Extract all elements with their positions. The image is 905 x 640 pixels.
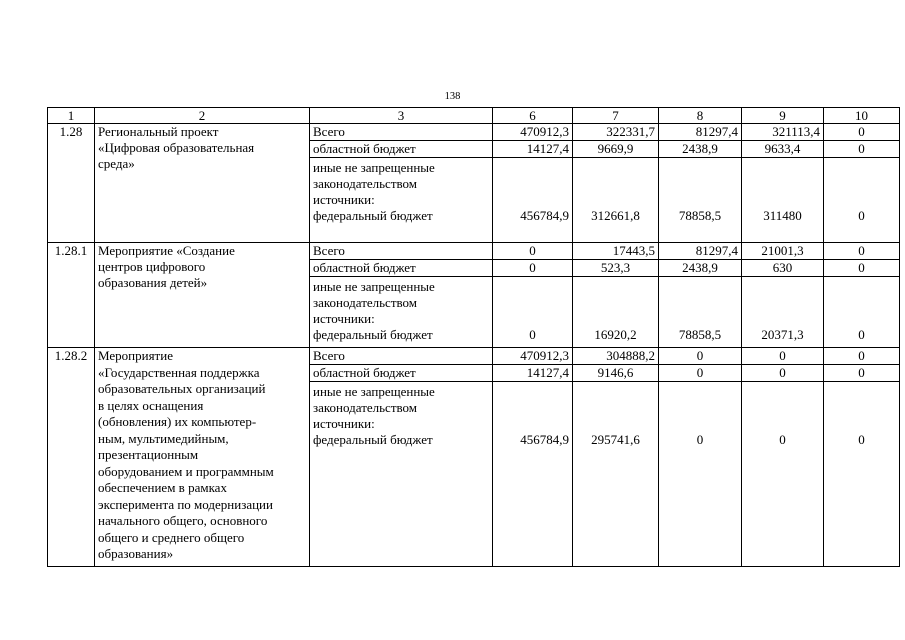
table-row (48, 243, 900, 260)
header-cell: 6 (493, 108, 573, 124)
value-cell: 311480 (742, 158, 824, 243)
header-cell: 7 (573, 108, 659, 124)
value-cell: 16920,2 (573, 277, 659, 348)
header-row (48, 108, 900, 124)
value-cell: 2438,9 (659, 260, 742, 277)
item-name: Мероприятие «Создание центров цифрового образования детей» (95, 243, 310, 348)
source-cell: областной бюджет (310, 260, 493, 277)
value-cell: 20371,3 (742, 277, 824, 348)
value-cell: 0 (824, 277, 900, 348)
value-cell: 0 (824, 158, 900, 243)
value-cell: 312661,8 (573, 158, 659, 243)
source-cell: иные не запрещенные законодательством источники: федеральный бюджет (310, 382, 493, 567)
page-number: 138 (444, 91, 461, 102)
header-cell: 8 (659, 108, 742, 124)
value-cell: 321113,4 (742, 124, 824, 141)
item-code: 1.28.2 (48, 348, 95, 567)
value-cell: 0 (824, 365, 900, 382)
item-code: 1.28 (48, 124, 95, 243)
table-row (48, 124, 900, 141)
value-cell: 322331,7 (573, 124, 659, 141)
value-cell: 295741,6 (573, 382, 659, 567)
value-cell: 0 (659, 365, 742, 382)
value-cell: 0 (824, 243, 900, 260)
header-cell: 1 (48, 108, 95, 124)
value-cell: 470912,3 (493, 348, 573, 365)
item-name: Мероприятие «Государственная поддержка образовательных организаций в целях оснащения (обновления) их компьютер- ным, мультимедийным, презентационным оборудованием и программным обеспечением в рамках эксперимента по модернизации начального общего, основного общего и среднего общего образования» (95, 348, 310, 567)
source-cell: Всего (310, 124, 493, 141)
value-cell: 81297,4 (659, 243, 742, 260)
value-cell: 0 (742, 382, 824, 567)
value-cell: 14127,4 (493, 365, 573, 382)
value-cell: 523,3 (573, 260, 659, 277)
value-cell: 81297,4 (659, 124, 742, 141)
item-name: Региональный проект «Цифровая образовательная среда» (95, 124, 310, 243)
value-cell: 0 (824, 348, 900, 365)
value-cell: 0 (742, 365, 824, 382)
source-cell: областной бюджет (310, 365, 493, 382)
value-cell: 0 (742, 348, 824, 365)
value-cell: 304888,2 (573, 348, 659, 365)
value-cell: 9146,6 (573, 365, 659, 382)
value-cell: 470912,3 (493, 124, 573, 141)
header-cell: 3 (310, 108, 493, 124)
value-cell: 0 (493, 277, 573, 348)
value-cell: 0 (493, 260, 573, 277)
value-cell: 630 (742, 260, 824, 277)
value-cell: 78858,5 (659, 158, 742, 243)
value-cell: 78858,5 (659, 277, 742, 348)
header-cell: 2 (95, 108, 310, 124)
value-cell: 9669,9 (573, 141, 659, 158)
source-cell: иные не запрещенные законодательством источники: федеральный бюджет (310, 158, 493, 243)
value-cell: 456784,9 (493, 158, 573, 243)
source-cell: областной бюджет (310, 141, 493, 158)
value-cell: 9633,4 (742, 141, 824, 158)
value-cell: 456784,9 (493, 382, 573, 567)
value-cell: 0 (824, 260, 900, 277)
value-cell: 2438,9 (659, 141, 742, 158)
value-cell: 0 (659, 382, 742, 567)
value-cell: 0 (824, 124, 900, 141)
table-row (48, 348, 900, 365)
value-cell: 0 (659, 348, 742, 365)
source-cell: Всего (310, 348, 493, 365)
value-cell: 17443,5 (573, 243, 659, 260)
header-cell: 10 (824, 108, 900, 124)
budget-table (47, 107, 900, 567)
value-cell: 21001,3 (742, 243, 824, 260)
value-cell: 14127,4 (493, 141, 573, 158)
value-cell: 0 (824, 141, 900, 158)
source-cell: Всего (310, 243, 493, 260)
item-code: 1.28.1 (48, 243, 95, 348)
source-cell: иные не запрещенные законодательством источники: федеральный бюджет (310, 277, 493, 348)
value-cell: 0 (824, 382, 900, 567)
value-cell: 0 (493, 243, 573, 260)
header-cell: 9 (742, 108, 824, 124)
